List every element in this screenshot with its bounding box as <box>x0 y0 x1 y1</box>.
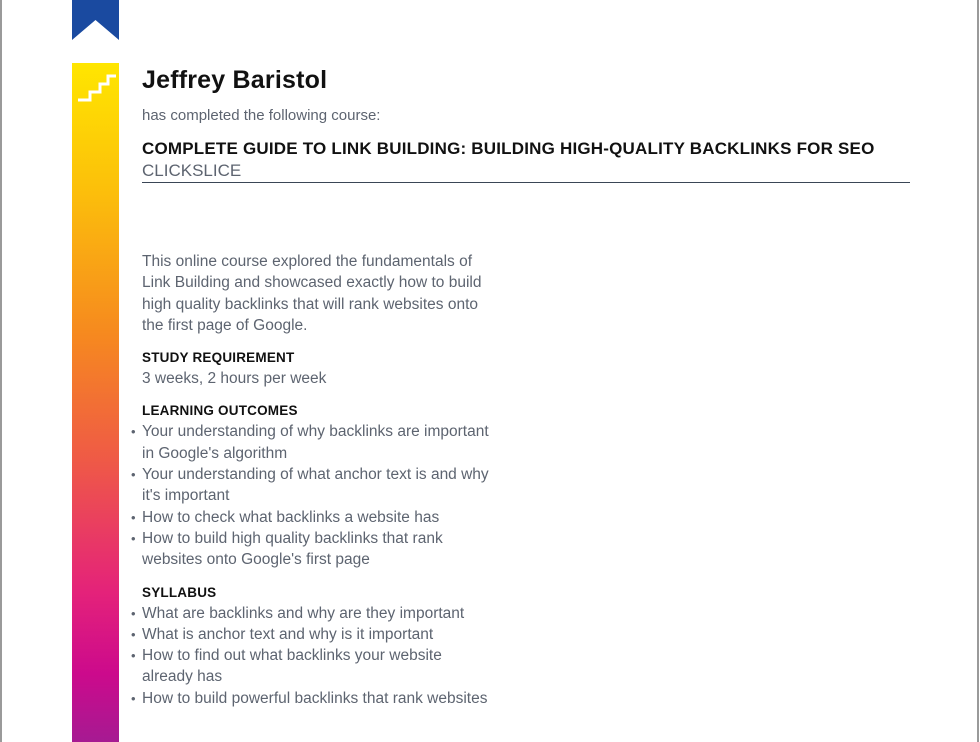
course-title: COMPLETE GUIDE TO LINK BUILDING: BUILDING HIGH-QUALITY BACKLINKS FOR SEO <box>142 139 875 158</box>
course-provider: CLICKSLICE <box>142 161 242 180</box>
page-edge-left <box>0 0 2 742</box>
list-item: • What is anchor text and why is it important <box>142 624 492 645</box>
bookmark-ribbon-icon <box>72 0 119 40</box>
recipient-name: Jeffrey Baristol <box>142 66 328 94</box>
list-item: • How to build powerful backlinks that rank websites <box>142 688 492 709</box>
list-item: • How to check what backlinks a website has <box>142 507 492 528</box>
learning-outcomes-list <box>142 421 492 570</box>
list-item: • Your understanding of what anchor text is and why it's important <box>142 464 492 507</box>
list-item: • What are backlinks and why are they important <box>142 603 492 624</box>
course-description: This online course explored the fundamentals of Link Building and showcased exactly how to build high quality backlinks that will rank websites onto the first page of Google. <box>142 253 482 334</box>
divider <box>142 182 910 183</box>
learning-outcomes-heading: LEARNING OUTCOMES <box>142 403 298 419</box>
stairs-icon <box>76 70 116 104</box>
study-requirement-value: 3 weeks, 2 hours per week <box>142 370 327 388</box>
completion-statement: has completed the following course: <box>142 107 381 124</box>
list-item: • How to build high quality backlinks that rank websites onto Google's first page <box>142 528 492 571</box>
page-edge-right <box>977 0 979 742</box>
gradient-side-strip <box>72 63 119 742</box>
list-item: • How to find out what backlinks your website already has <box>142 645 492 688</box>
course-details <box>142 251 492 709</box>
certificate-header <box>142 62 910 183</box>
syllabus-heading: SYLLABUS <box>142 584 217 600</box>
list-item: • Your understanding of why backlinks are important in Google's algorithm <box>142 421 492 464</box>
study-requirement-heading: STUDY REQUIREMENT <box>142 350 295 366</box>
syllabus-list <box>142 603 492 709</box>
